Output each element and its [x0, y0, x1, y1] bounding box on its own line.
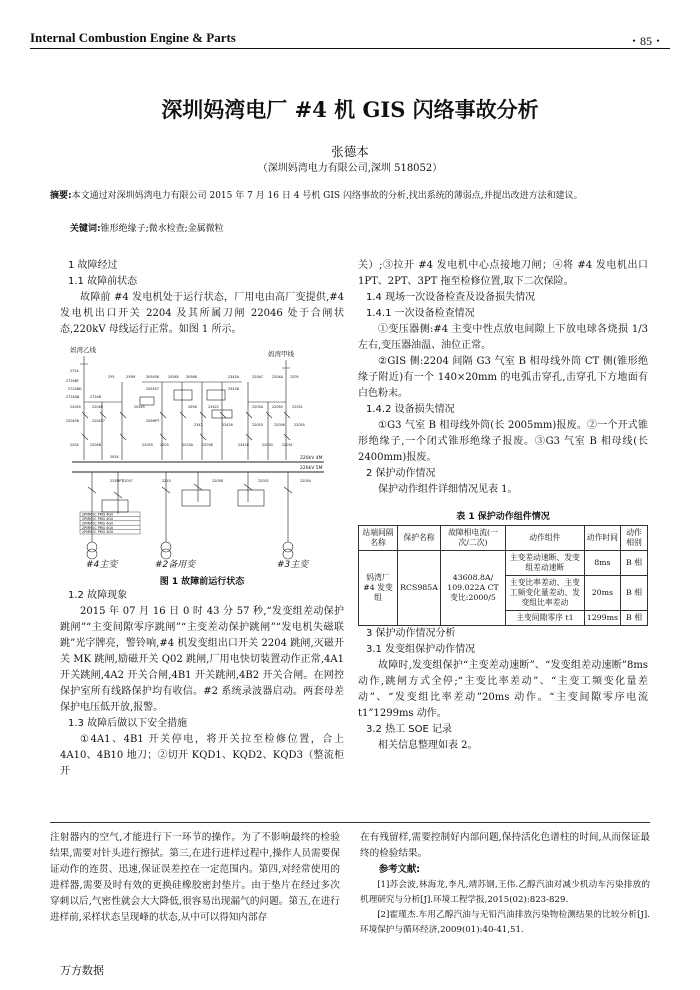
left-column-bottom	[60, 588, 344, 780]
bottom-right-block	[360, 830, 650, 938]
diagram-table-line: 2PMM IC PMG 4G0	[82, 530, 114, 535]
device-number: 22053	[252, 423, 263, 427]
bottom-left-text: 注射器内的空气,才能进行下一环节的操作。为了不影响最终的检验结果,需要对针头进行擦拭。第三,在进行进样过程中,操作人员需要保证动作的连贯、迅速,保证误差控在一定范围内。第四,对经常使用的进样器,需要及时有效的更换硅橡胶密封垫片。由于垫片在经过多次穿刺以后,气密性就会大大降低,很容易出现漏气的问题。第五,在进行进样前,采样状态呈现峰的状态,从中可以得知内部存	[50, 832, 340, 923]
author: 张德本	[331, 144, 369, 159]
device-number: 22059	[142, 443, 153, 447]
table-cell: B 相	[621, 611, 648, 626]
device-number: 2342B	[228, 387, 239, 391]
section-1-heading: 1 故障经过	[68, 260, 118, 271]
keywords-label: 关键词:	[70, 224, 101, 234]
table-header-cell: 动作时间	[584, 526, 620, 551]
references-heading: 参考文献:	[378, 864, 421, 875]
device-number: 2204A	[272, 375, 283, 379]
device-number: 220457	[92, 419, 105, 423]
device-number: 2342	[194, 423, 203, 427]
device-number: 22031	[282, 443, 293, 447]
table-caption: 表 1 保护动作组件情况	[456, 512, 550, 522]
device-number: 22051	[292, 405, 303, 409]
table-header-cell: 动作相别	[621, 526, 648, 551]
device-number: 23428	[238, 443, 249, 447]
paragraph: 相关信息整理如表 2。	[378, 740, 478, 751]
table-cell: 主变差动速断、发变组差动速断	[506, 551, 585, 576]
table-header-row	[359, 526, 648, 551]
diagram-label: 妈湾乙线	[70, 346, 96, 354]
device-number: 2204B	[90, 443, 101, 447]
diagram-table-line: 2PMM IC PMG 4G0	[82, 525, 114, 530]
figure-1-single-line-diagram	[62, 342, 342, 570]
device-number: 22030	[262, 443, 273, 447]
device-number: 2204C	[252, 375, 263, 379]
table-cell: 主变比率差动、主变工频变化量差动、发变组比率差动	[506, 576, 585, 611]
device-number: 2342A	[228, 375, 239, 379]
device-number: 2205	[290, 375, 299, 379]
device-number: 205457	[146, 387, 159, 391]
section-divider	[50, 822, 650, 823]
paragraph: 在有残留样,需要控制好内部问题,保持活化色谱柱的时间,从而保证最终的检验结果。	[360, 832, 650, 859]
device-number-labels	[66, 369, 311, 483]
section-1-4-1-heading: 1.4.1 一次设备检查情况	[366, 308, 475, 319]
device-number: 2Y5	[108, 375, 115, 379]
journal-name: Internal Combustion Engine & Parts	[30, 30, 236, 45]
device-number: 2054	[110, 455, 119, 459]
device-number: 22056	[274, 423, 285, 427]
device-number: 22054	[300, 479, 311, 483]
device-number: 2205A	[252, 405, 263, 409]
device-number: 2253	[162, 479, 171, 483]
reference-item: [1]苏会波,林海龙,李凡,靖苏钢,王伟.乙醇汽油对减少机动车污染排放的机理研究与分析[J].环境工程学报,2015(02):823-829.	[360, 880, 650, 905]
device-number: 2203	[160, 443, 169, 447]
device-number: 2724	[70, 369, 79, 373]
paper-title: 深圳妈湾电厂 #4 机 GIS 闪络事故分析	[161, 97, 539, 122]
table-cell-current: 43608.8A/ 109.022A CT 变比:2000/5	[441, 551, 506, 626]
figure-caption: 图 1 故障前运行状态	[159, 577, 245, 587]
device-number: 23422	[208, 405, 219, 409]
abstract-label: 摘要:	[50, 191, 72, 201]
device-number: 22052	[258, 479, 269, 483]
device-number: 2204	[70, 443, 79, 447]
bus-label-4m: 220kV 4M	[300, 456, 323, 461]
device-number: 22057	[122, 479, 133, 483]
paragraph: 2015 年 07 月 16 日 0 时 43 分 57 秒,“发变组差动保护跳闸”“主变间隙零序跳闸”“主变差动保护跳闸”“发电机失磁联跳”光字牌亮，警铃响,#4 机发变组出口开关 2204 跳闸,灭磁开关 MK 跳闸,励磁开关 Q02 跳闸,厂用电快切装置动作正常,4A1 开关跳闸,4A2 开关合闸,4B1 开关跳闸,4B2 开关合闸。在网控保护室所有线路保护均有收信。#2 系统录波器启动。两套母差保护电压低开放,报警。	[60, 606, 344, 713]
table-cell: B 相	[621, 576, 648, 611]
table-header-cell: 保护名称	[398, 526, 441, 551]
affiliation: （深圳妈湾电力有限公司,深圳 518052）	[257, 163, 443, 174]
device-number: 205458	[146, 375, 159, 379]
header-rule	[30, 48, 670, 49]
device-number: 220458	[66, 419, 79, 423]
section-1-3-heading: 1.3 故障后做以下安全措施	[68, 718, 188, 729]
abstract	[50, 189, 650, 203]
right-column-bottom	[358, 626, 648, 754]
left-column-top	[60, 258, 344, 338]
abstract-text: 本文通过对深圳妈湾电力有限公司 2015 年 7 月 16 日 4 号机 GIS 闪络事故的分析,找出系统的薄弱点,并提出改进方法和建议。	[71, 191, 583, 201]
device-number: 2724BF	[66, 379, 79, 383]
device-number: 22045	[70, 405, 81, 409]
diagram-label: 妈湾甲线	[268, 350, 294, 358]
table-cell: 20ms	[584, 576, 620, 611]
paragraph: 故障前 #4 发电机处于运行状态，厂用电由高厂变提供,#4 发电机出口开关 2204 及其所属刀闸 22046 处于合闸状态,220kV 母线运行正常。如图 1 所示。	[60, 292, 344, 335]
diagram-table-line: 2PMM IC PMG 4G0	[82, 512, 114, 517]
section-1-1-heading: 1.1 故障前状态	[68, 276, 138, 287]
section-1-4-2-heading: 1.4.2 设备损失情况	[366, 404, 455, 415]
section-1-4-heading: 1.4 现场一次设备检查及设备损失情况	[366, 292, 536, 303]
transformer-label: #2备用变	[155, 560, 196, 570]
device-number: 22055	[294, 423, 305, 427]
paragraph: 故障时,发变组保护“主变差动速断”、“发变组差动速断”8ms 动作,跳闸方式全停;“主变比率差动”、“主变工频变化量差动”、“发变组比率差动”20ms 动作。“主变间隙零序电流 t1”1299ms 动作。	[358, 660, 648, 719]
table-header-cell: 动作组件	[506, 526, 585, 551]
table-cell: 主变间隙零序 t1	[506, 611, 585, 626]
device-number: 2056	[188, 405, 197, 409]
device-number: 22058	[212, 479, 223, 483]
table-cell-protection: RCS985A	[398, 551, 441, 626]
bus-label-5m: 220kV 5M	[300, 466, 323, 471]
table-cell-station: 妈湾厂 #4 发变组	[359, 551, 398, 626]
device-number: 22046	[92, 405, 103, 409]
section-3-2-heading: 3.2 热工 SOE 记录	[366, 724, 452, 735]
device-number: 23426	[222, 423, 233, 427]
device-number: 2724B	[90, 395, 101, 399]
device-number: 2724BD	[68, 387, 82, 391]
footer-watermark: 万方数据	[60, 964, 104, 977]
table-cell: 1299ms	[584, 611, 620, 626]
section-3-heading: 3 保护动作情况分析	[366, 628, 456, 639]
paragraph: ①G3 气室 B 相母线外筒(长 2005mm)报废。②一个开式锥形绝缘子,一个闭式锥形绝缘子报废。③G3 气室 B 相母线(长 2400mm)报废。	[358, 420, 648, 463]
protection-table	[358, 525, 648, 626]
device-number: 2203A	[182, 443, 193, 447]
page-number: ・85・	[627, 34, 664, 48]
table-row	[359, 551, 648, 576]
diagram-table-line: 2PMM IC PMG 4G0	[82, 517, 114, 521]
section-3-1-heading: 3.1 发变组保护动作情况	[366, 644, 476, 655]
keywords	[70, 221, 650, 234]
paragraph: 关）;③拉开 #4 发电机中心点接地刀闸；④将 #4 发电机出口 1PT、2PT、3PT 拖至检修位置,取下二次保险。	[358, 260, 648, 287]
device-number: 2Y5M	[126, 375, 136, 379]
transformer-label: #4主变	[86, 560, 118, 570]
keywords-text: 锥形绝缘子;微水检查;金属微粒	[100, 224, 224, 234]
table-cell: B 相	[621, 551, 648, 576]
device-number: 20565	[168, 375, 179, 379]
device-number: 20566	[186, 375, 197, 379]
device-number: 2724AB	[66, 395, 80, 399]
table-header-cell: 故障相电流(一次/二次)	[441, 526, 506, 551]
section-2-heading: 2 保护动作情况	[366, 468, 436, 479]
diagram-table-line: 2PMM IC PMG 4G0	[82, 521, 114, 526]
table-header-cell: 站端间隔名称	[359, 526, 398, 551]
device-number: 20545	[134, 405, 145, 409]
table-cell: 8ms	[584, 551, 620, 576]
reference-item: [2]霍瑾杰.车用乙醇汽油与无铅汽油排放污染物检测结果的比较分析[J].环境保护与循环经济,2009(01):40-41,51.	[360, 910, 650, 935]
device-number: 225MPT	[110, 479, 124, 483]
paragraph: 保护动作组件详细情况见表 1。	[378, 484, 518, 495]
paragraph: ①变压器侧:#4 主变中性点放电间隙上下放电球各烧损 1/3 左右,变压器油温、油位正常。	[358, 324, 648, 351]
transformer-label: #3主变	[277, 560, 309, 570]
device-number: 22038	[202, 443, 213, 447]
paragraph: ①4A1、4B1 开关停电，将开关拉至检修位置，合上 4A10、4B10 地刀；②切开 KQD1、KQD2、KQD3（整流柜开	[60, 734, 344, 777]
section-1-2-heading: 1.2 故障现象	[68, 590, 128, 601]
device-number: 22050	[272, 405, 283, 409]
right-column-top	[358, 258, 648, 498]
paragraph: ②GIS 侧:2204 间隔 G3 气室 B 相母线外筒 CT 侧(锥形绝缘子附近)有一个 140×20mm 的电弧击穿孔,击穿孔下方地面有白色粉末。	[358, 356, 648, 399]
device-number: 205MPT	[146, 419, 160, 423]
